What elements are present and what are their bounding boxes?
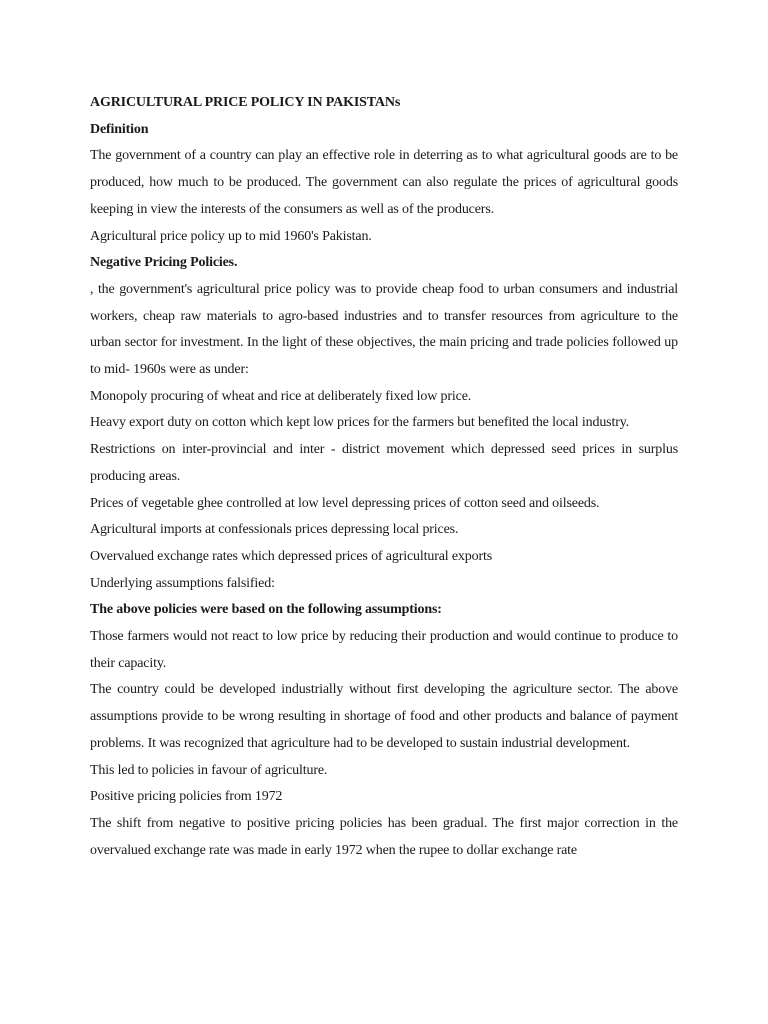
policy-item: Monopoly procuring of wheat and rice at deliberately fixed low price.	[90, 388, 472, 404]
negative-pricing-paragraph: , the government's agricultural price policy was to provide cheap food to urban consumers and industrial workers, cheap raw materials to agro-based industries and to transfer resources from agriculture to the urban sector for investment. In the light of these objectives, the main pricing and trade policies followed up to mid- 1960s were as under:	[90, 281, 678, 378]
policy-item: Restrictions on inter-provincial and inter - district movement which depressed seed prices in surplus producing areas.	[90, 442, 678, 484]
mid1960-subheading: Agricultural price policy up to mid 1960's Pakistan.	[90, 228, 372, 244]
assumptions-heading: Underlying assumptions falsified:	[90, 575, 275, 591]
positive-pricing-paragraph: The shift from negative to positive pricing policies has been gradual. The first major correction in the overvalued exchange rate was made in early 1972 when the rupee to dollar exchange rate	[90, 815, 678, 858]
policy-item: Overvalued exchange rates which depressed prices of agricultural exports	[90, 548, 493, 564]
policy-item: Heavy export duty on cotton which kept low prices for the farmers but benefited the local industry.	[90, 415, 630, 431]
definition-paragraph: The government of a country can play an effective role in deterring as to what agricultural goods are to be produced, how much to be produced. The government can also regulate the prices of agricultural goods keeping in view the interests of the consumers as well as of the producers.	[90, 148, 678, 217]
assumption-item: Those farmers would not react to low price by reducing their production and would continue to produce to their capacity.	[90, 629, 678, 671]
negative-pricing-heading: Negative Pricing Policies.	[90, 255, 238, 271]
assumptions-bold-line: The above policies were based on the following assumptions:	[90, 602, 442, 618]
led-to-line: This led to policies in favour of agriculture.	[90, 762, 328, 778]
positive-pricing-heading: Positive pricing policies from 1972	[90, 789, 283, 805]
document-page	[90, 90, 678, 864]
assumption-item: The country could be developed industrially without first developing the agriculture sector. The above assumptions provide to be wrong resulting in shortage of food and other products and balance of payment problems. It was recognized that agriculture had to be developed to sustain industrial development.	[90, 682, 678, 751]
policy-item: Agricultural imports at confessionals prices depressing local prices.	[90, 522, 459, 538]
document-title: AGRICULTURAL PRICE POLICY IN PAKISTANs	[90, 95, 401, 110]
definition-heading: Definition	[90, 121, 149, 137]
policy-item: Prices of vegetable ghee controlled at low level depressing prices of cotton seed and oilseeds.	[90, 495, 600, 511]
